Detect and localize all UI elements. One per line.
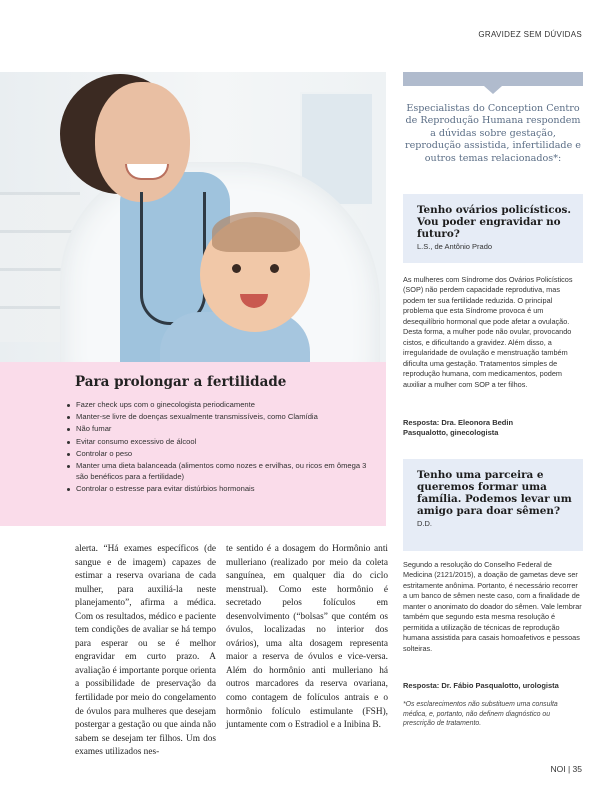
question-box-1 [403,194,583,263]
question-1-text: Tenho ovários policísticos. Vou poder engravidar no futuro? [417,204,572,240]
article-column-2: te sentido é a dosagem do Hormônio anti mulleriano (realizado por meio da coleta sanguínea, em qualquer dia do ciclo menstrual). Como este hormônio é secretado pelos folículos em desenvolvimento (“bolsas” que contém os óvulos, localizadas no interior dos ovários), uma alta dosagem representa maior a reserva de óvulos e vice-versa. Além do hormônio anti mulleriano há outros marcadores da reserva ovariana, como contagem de folículos antrais e o hormônio folículo estimulante (FSH), juntamente com o Estradiol e a Inibina B. [226,544,388,731]
tip-item: Manter uma dieta balanceada (alimentos como nozes e ervilhas, ou ricos em ômega 3 são benéficos para a fertilidade) [67,461,367,482]
doctor-face [95,82,190,202]
tip-item: Evitar consumo excessivo de álcool [67,437,367,448]
stethoscope [140,192,206,325]
answer-1-responder: Resposta: Dra. Eleonora Bedin Pasqualotto, ginecologista [403,418,514,438]
baby-eye [270,264,279,273]
question-2-text: Tenho uma parceira e queremos formar uma família. Podemos levar um amigo para doar sêmen? [417,469,572,517]
intro-banner-notch [484,86,502,94]
page-number: NOI | 35 [550,764,582,774]
tip-item: Manter-se livre de doenças sexualmente transmissíveis, como Clamídia [67,412,367,423]
tips-list [67,400,367,496]
sidebar-intro: Especialistas do Conception Centro de Reprodução Humana respondem a dúvidas sobre gestação, reprodução assistida, infertilidade e outros temas relacionados*: [405,103,581,164]
baby-hair [212,212,300,252]
question-1-title [417,204,577,253]
tips-title: Para prolongar a fertilidade [75,374,287,390]
question-2-asker: D.D. [417,519,432,528]
question-2-title [417,469,577,530]
answer-1: As mulheres com Síndrome dos Ovários Policísticos (SOP) não perdem capacidade reprodutiva, mas podem ter sua fertilidade reduzida. O principal problema que esta Síndrome provoca é um desequilíbrio hormonal que pode afetar a ovulação. Desta forma, a mulher pode não ovular, provocando cistos, e dificultando a gravidez. Além disso, a irregularidade de ovulação e menstruação também dificulta uma gestação. Tratamentos simples de reprodução humana, com medicamentos, podem auxiliar a mulher com SOP a ter filhos. [403,275,573,389]
baby-eye [232,264,241,273]
fertility-tips-box [0,362,386,526]
doctor-baby-photo [0,72,386,362]
article-column-1: alerta. “Há exames específicos (de sangue e de imagem) capazes de estimar a reserva ovariana de cada mulher, para auxiliá-la neste planejamento”, afirma a médica. Com os resultados, médico e paciente tem condições de avaliar se há tempo para esperar ou se é melhor engravidar em curto prazo. A avaliação é importante porque orienta a possibilidade de preservação da fertilidade por meio do congelamento de óvulos para mulheres que desejam postergar a gestação ou que ainda não sabem se desejam ter filhos. Um dos exames utilizados nes- [75,544,216,758]
tip-item: Não fumar [67,424,367,435]
tip-item: Controlar o peso [67,449,367,460]
tip-item: Fazer check ups com o ginecologista periodicamente [67,400,367,411]
section-label: GRAVIDEZ SEM DÚVIDAS [478,30,582,39]
question-box-2 [403,459,583,551]
footnote: *Os esclarecimentos não substituem uma consulta médica, e, portanto, não definem diagnóstico ou prescrição de tratamento. [403,701,558,728]
answer-2-responder: Resposta: Dr. Fábio Pasqualotto, urologista [403,681,559,690]
tip-item: Controlar o estresse para evitar distúrbios hormonais [67,484,367,495]
intro-banner [403,72,583,86]
question-1-asker: L.S., de Antônio Prado [417,242,493,251]
answer-2: Segundo a resolução do Conselho Federal de Medicina (2121/2015), a doação de gametas deve ser estritamente anônima. Portanto, é necessário recorrer a um banco de sêmen neste caso, com a finalidade de manter o anonimato do doador do sêmen. Vale lembrar também que segundo esta mesma resolução é permitida a utilização de técnicas de reprodução humana assistida para casais homoafetivos e pessoas solteiras. [403,560,582,653]
